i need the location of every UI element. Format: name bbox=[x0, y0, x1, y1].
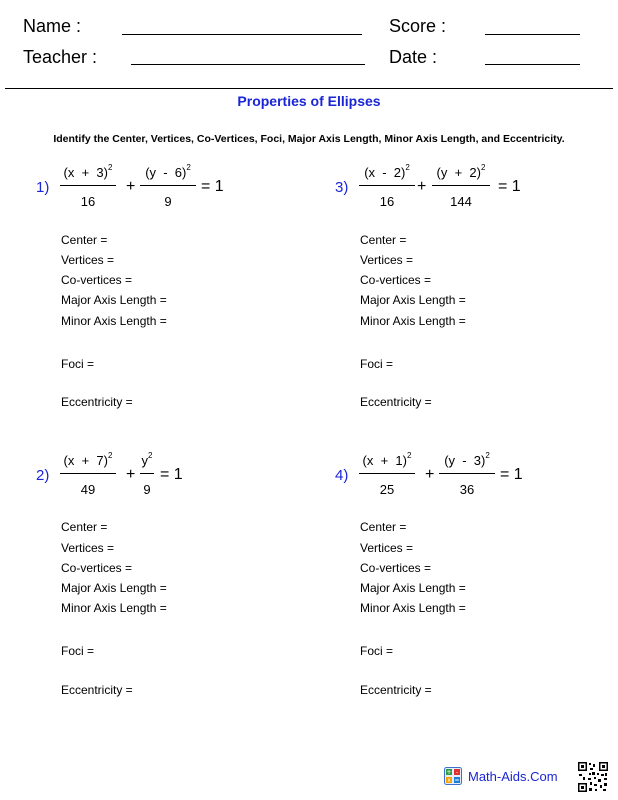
minor-axis-label: Minor Axis Length = bbox=[360, 314, 466, 328]
denominator: 9 bbox=[164, 194, 172, 209]
fraction-term-2 bbox=[439, 452, 495, 499]
foci-label: Foci = bbox=[61, 644, 95, 658]
instructions: Identify the Center, Vertices, Co-Vertices, Foci, Major Axis Length, Minor Axis Length, and Eccentricity. bbox=[53, 133, 565, 145]
svg-text:x: x bbox=[447, 777, 451, 784]
vertices-label: Vertices = bbox=[360, 541, 414, 555]
denominator: 49 bbox=[80, 482, 96, 497]
exponent: 2 bbox=[485, 451, 490, 460]
plus-sign: + bbox=[126, 178, 136, 195]
equals-one: = 1 bbox=[500, 466, 523, 483]
center-label: Center = bbox=[360, 233, 407, 247]
logo-text: Math-Aids.Com bbox=[468, 768, 558, 784]
vertices-label: Vertices = bbox=[61, 541, 115, 555]
eccentricity-label: Eccentricity = bbox=[61, 683, 133, 697]
vertices-label: Vertices = bbox=[61, 253, 115, 267]
minor-axis-label: Minor Axis Length = bbox=[61, 314, 167, 328]
equals-one: = 1 bbox=[201, 178, 224, 195]
score-field[interactable] bbox=[485, 34, 580, 35]
foci-label: Foci = bbox=[360, 357, 394, 371]
exponent: 2 bbox=[107, 451, 113, 460]
eccentricity-label: Eccentricity = bbox=[360, 683, 432, 697]
score-label: Score : bbox=[389, 16, 447, 36]
fraction-bar bbox=[60, 473, 116, 474]
teacher-label: Teacher : bbox=[23, 47, 98, 67]
denominator: 25 bbox=[379, 482, 395, 497]
center-label: Center = bbox=[360, 520, 407, 534]
denominator: 16 bbox=[379, 194, 395, 209]
fraction-term-2 bbox=[432, 164, 490, 211]
major-axis-label: Major Axis Length = bbox=[61, 293, 167, 307]
exponent: 2 bbox=[406, 451, 412, 460]
fraction-term-1 bbox=[359, 452, 415, 499]
problem-2 bbox=[36, 447, 306, 707]
worksheet-title: Properties of Ellipses bbox=[237, 93, 381, 109]
fraction-bar bbox=[359, 473, 415, 474]
fraction-bar bbox=[140, 473, 154, 474]
name-label: Name : bbox=[23, 16, 82, 36]
numerator: y bbox=[141, 453, 149, 468]
svg-text:=: = bbox=[454, 777, 460, 784]
fraction-bar bbox=[432, 185, 490, 186]
fraction-bar bbox=[359, 185, 415, 186]
major-axis-label: Major Axis Length = bbox=[360, 293, 466, 307]
foci-label: Foci = bbox=[360, 644, 394, 658]
problem-number: 2) bbox=[36, 467, 50, 484]
foci-label: Foci = bbox=[61, 357, 95, 371]
plus-sign: + bbox=[417, 178, 427, 195]
numerator: (y - 6) bbox=[145, 165, 187, 180]
eccentricity-label: Eccentricity = bbox=[61, 395, 133, 409]
exponent: 2 bbox=[480, 163, 486, 172]
svg-text:+: + bbox=[446, 769, 452, 776]
minor-axis-label: Minor Axis Length = bbox=[61, 601, 167, 615]
header-divider bbox=[5, 88, 613, 89]
denominator: 16 bbox=[80, 194, 96, 209]
name-field[interactable] bbox=[122, 34, 362, 35]
minor-axis-label: Minor Axis Length = bbox=[360, 601, 466, 615]
problem-3 bbox=[335, 160, 605, 420]
numerator: (x + 1) bbox=[362, 453, 407, 468]
denominator: 9 bbox=[143, 482, 151, 497]
exponent: 2 bbox=[107, 163, 113, 172]
equals-one: = 1 bbox=[160, 466, 183, 483]
denominator: 36 bbox=[459, 482, 475, 497]
fraction-bar bbox=[140, 185, 196, 186]
vertices-label: Vertices = bbox=[360, 253, 414, 267]
date-field[interactable] bbox=[485, 64, 580, 65]
problem-number: 3) bbox=[335, 179, 349, 196]
denominator: 144 bbox=[450, 194, 472, 209]
fraction-term-1 bbox=[60, 164, 116, 211]
major-axis-label: Major Axis Length = bbox=[360, 581, 466, 595]
exponent: 2 bbox=[405, 163, 410, 172]
date-label: Date : bbox=[389, 47, 438, 67]
math-aids-logo[interactable] bbox=[444, 767, 558, 785]
fraction-bar bbox=[439, 473, 495, 474]
calculator-icon bbox=[444, 767, 462, 785]
covertices-label: Co-vertices = bbox=[360, 273, 432, 287]
problem-1 bbox=[36, 160, 306, 420]
numerator: (y + 2) bbox=[436, 165, 481, 180]
fraction-bar bbox=[60, 185, 116, 186]
fraction-term-2 bbox=[140, 164, 196, 211]
svg-text:-: - bbox=[455, 769, 459, 776]
problem-4 bbox=[335, 447, 605, 707]
fraction-term-2 bbox=[140, 452, 154, 499]
major-axis-label: Major Axis Length = bbox=[61, 581, 167, 595]
covertices-label: Co-vertices = bbox=[61, 561, 133, 575]
center-label: Center = bbox=[61, 520, 108, 534]
covertices-label: Co-vertices = bbox=[61, 273, 133, 287]
numerator: (x + 7) bbox=[63, 453, 108, 468]
exponent: 2 bbox=[186, 163, 191, 172]
plus-sign: + bbox=[425, 466, 435, 483]
equals-one: = 1 bbox=[498, 178, 521, 195]
covertices-label: Co-vertices = bbox=[360, 561, 432, 575]
qr-code-icon bbox=[577, 761, 609, 793]
problem-number: 1) bbox=[36, 179, 50, 196]
plus-sign: + bbox=[126, 466, 136, 483]
fraction-term-1 bbox=[359, 164, 415, 211]
center-label: Center = bbox=[61, 233, 108, 247]
numerator: (x - 2) bbox=[364, 165, 406, 180]
exponent: 2 bbox=[148, 451, 153, 460]
eccentricity-label: Eccentricity = bbox=[360, 395, 432, 409]
fraction-term-1 bbox=[60, 452, 116, 499]
numerator: (x + 3) bbox=[63, 165, 108, 180]
teacher-field[interactable] bbox=[131, 64, 365, 65]
numerator: (y - 3) bbox=[444, 453, 486, 468]
problem-number: 4) bbox=[335, 467, 349, 484]
